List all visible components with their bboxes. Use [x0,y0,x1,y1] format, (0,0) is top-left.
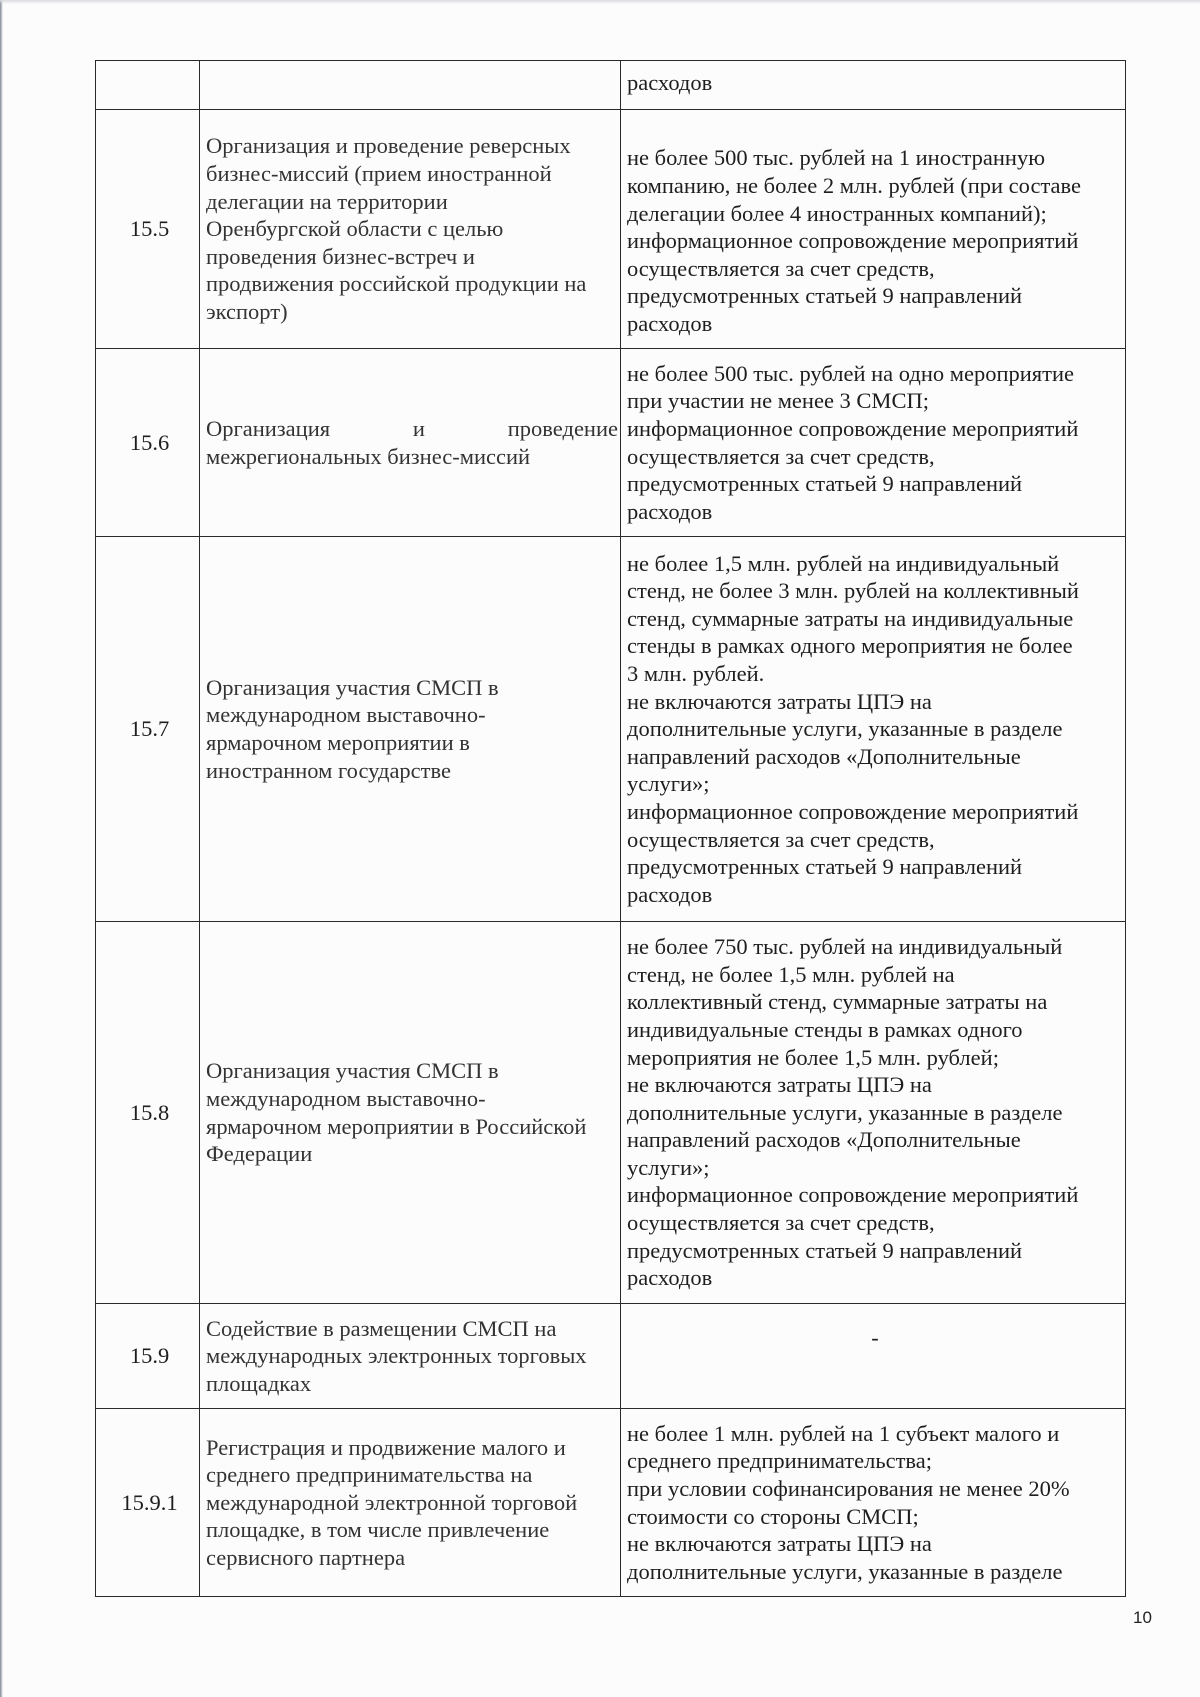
expense-limits-table [95,60,1126,1597]
row-number [96,61,200,110]
measure-name: Организация и проведение межрегиональных бизнес-миссий [200,349,621,537]
row-number: 15.9.1 [96,1409,200,1597]
table-row [96,537,1126,922]
page-number: 10 [1133,1608,1152,1627]
cost-limits: не более 500 тыс. рублей на одно мероприятие при участии не менее 3 СМСП; информационное сопровождение мероприятий осуществляется за счет средств, предусмотренных статьей 9 направлений расходов [621,349,1126,537]
cost-limits: не более 500 тыс. рублей на 1 иностранную компанию, не более 2 млн. рублей (при составе делегации более 4 иностранных компаний); информационное сопровождение мероприятий осуществляется за счет средств, предусмотренных статьей 9 направлений расходов [621,110,1126,349]
measure-name: Регистрация и продвижение малого и среднего предпринимательства на международной электронной торговой площадке, в том числе привлечение сервисного партнера [200,1409,621,1597]
table-row [96,1409,1126,1597]
row-number: 15.8 [96,922,200,1304]
table-row [96,349,1126,537]
scan-edge-top [0,0,1200,4]
cost-limits: - [621,1304,1126,1409]
row-number: 15.7 [96,537,200,922]
table-row [96,110,1126,349]
row-number: 15.9 [96,1304,200,1409]
row-number: 15.5 [96,110,200,349]
measure-name [200,61,621,110]
measure-name: Содействие в размещении СМСП на международных электронных торговых площадках [200,1304,621,1409]
cost-limits: не более 750 тыс. рублей на индивидуальный стенд, не более 1,5 млн. рублей на коллективный стенд, суммарные затраты на индивидуальные стенды в рамках одного мероприятия не более 1,5 млн. рублей; не включаются затраты ЦПЭ на дополнительные услуги, указанные в разделе направлений расходов «Дополнительные услуги»; информационное сопровождение мероприятий осуществляется за счет средств, предусмотренных статьей 9 направлений расходов [621,922,1126,1304]
measure-name: Организация участия СМСП в международном выставочно- ярмарочном мероприятии в иностранном государстве [200,537,621,922]
table-row [96,1304,1126,1409]
table-row [96,61,1126,110]
cost-limits: не более 1,5 млн. рублей на индивидуальный стенд, не более 3 млн. рублей на коллективный стенд, суммарные затраты на индивидуальные стенды в рамках одного мероприятия не более 3 млн. рублей. не включаются затраты ЦПЭ на дополнительные услуги, указанные в разделе направлений расходов «Дополнительные услуги»; информационное сопровождение мероприятий осуществляется за счет средств, предусмотренных статьей 9 направлений расходов [621,537,1126,922]
measure-name: Организация и проведение реверсных бизнес-миссий (прием иностранной делегации на территории Оренбургской области с целью проведения бизнес-встреч и продвижения российской продукции на экспорт) [200,110,621,349]
measure-name: Организация участия СМСП в международном выставочно- ярмарочном мероприятии в Российской Федерации [200,922,621,1304]
cost-limits: расходов [621,61,1126,110]
table-row [96,922,1126,1304]
scan-edge [0,0,3,1697]
row-number: 15.6 [96,349,200,537]
cost-limits: не более 1 млн. рублей на 1 субъект малого и среднего предпринимательства; при условии софинансирования не менее 20% стоимости со стороны СМСП; не включаются затраты ЦПЭ на дополнительные услуги, указанные в разделе [621,1409,1126,1597]
